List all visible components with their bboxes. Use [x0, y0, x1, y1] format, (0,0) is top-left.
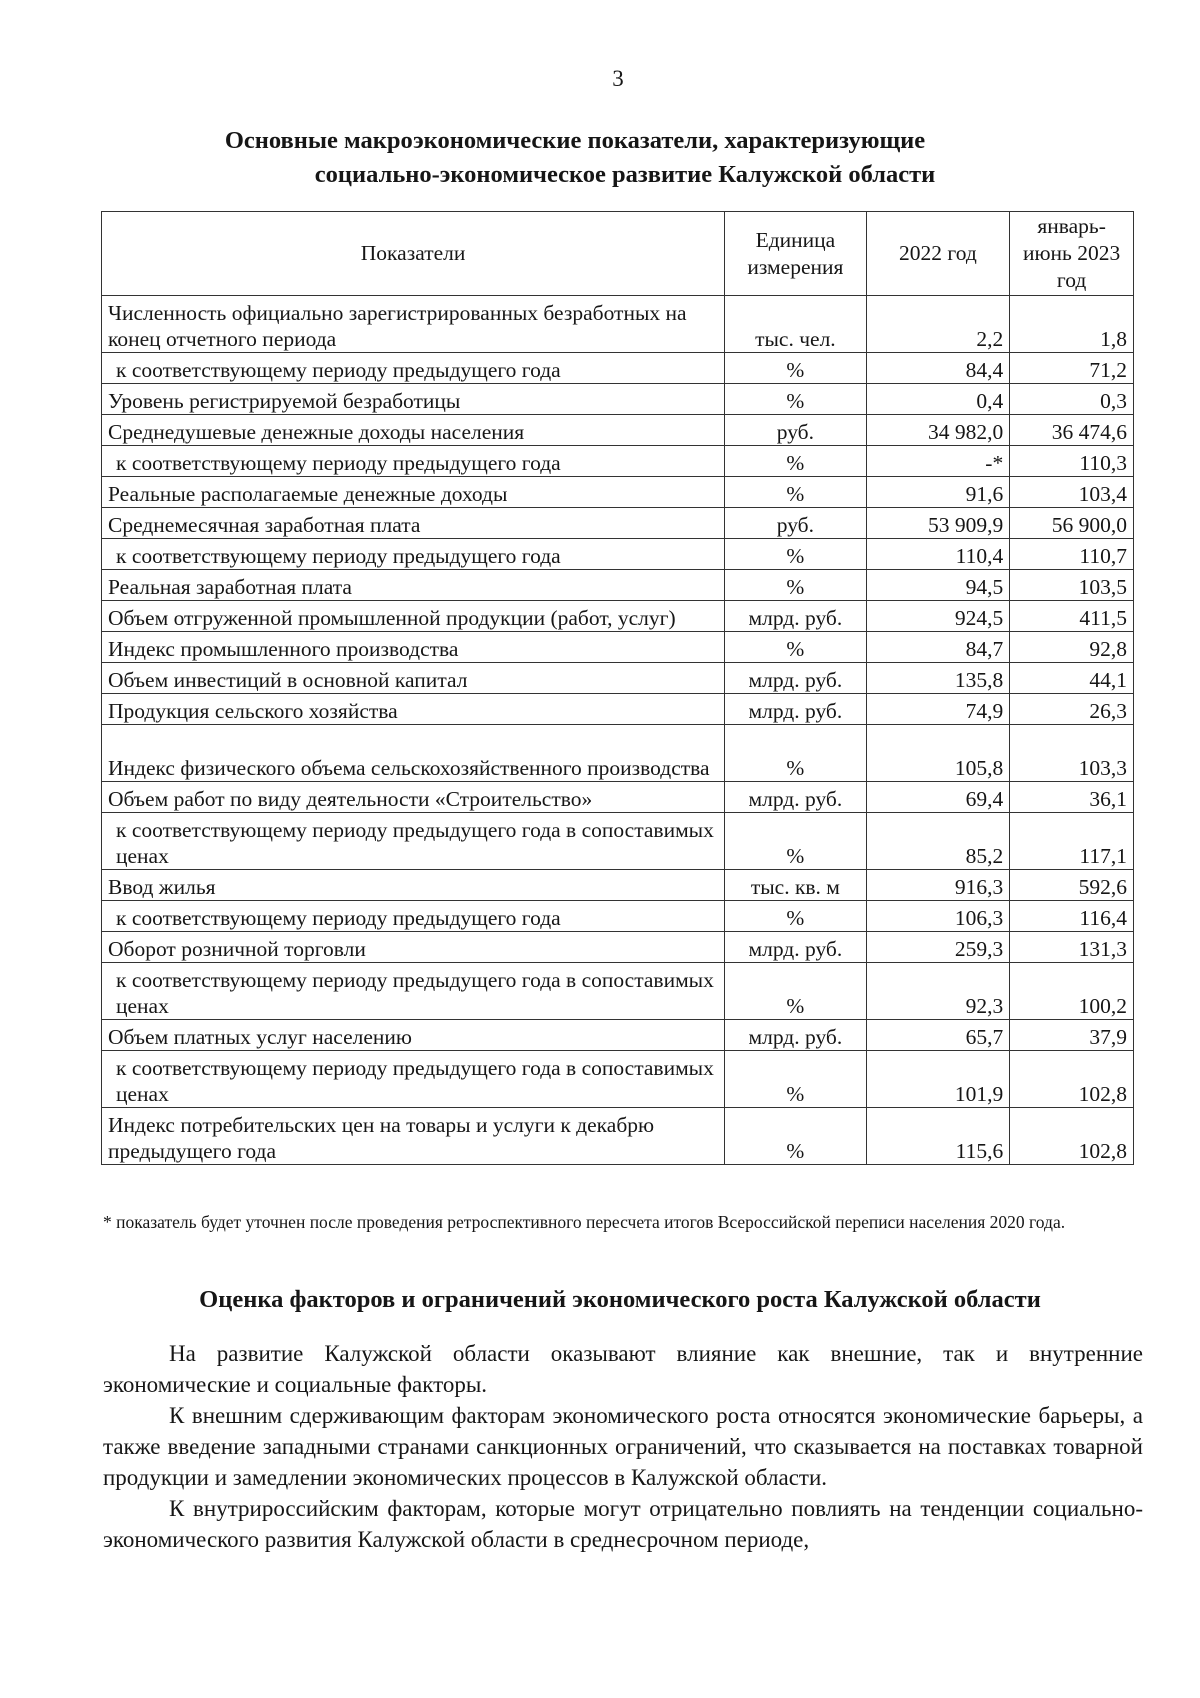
unit-cell: %	[725, 539, 866, 570]
value-2022-cell: -*	[866, 446, 1010, 477]
table-row	[102, 782, 1134, 813]
value-2022-cell: 74,9	[866, 694, 1010, 725]
value-2022-cell: 0,4	[866, 384, 1010, 415]
table-row	[102, 632, 1134, 663]
value-2023-cell: 71,2	[1010, 353, 1134, 384]
value-2023-cell: 117,1	[1010, 813, 1134, 870]
value-2023-cell: 103,4	[1010, 477, 1134, 508]
value-2022-cell: 53 909,9	[866, 508, 1010, 539]
unit-cell: %	[725, 963, 866, 1020]
value-2023-cell: 131,3	[1010, 932, 1134, 963]
value-2022-cell: 85,2	[866, 813, 1010, 870]
unit-cell: млрд. руб.	[725, 601, 866, 632]
table-row	[102, 932, 1134, 963]
indicator-cell: Объем работ по виду деятельности «Строительство»	[102, 782, 725, 813]
indicator-cell: Реальная заработная плата	[102, 570, 725, 601]
value-2023-cell: 0,3	[1010, 384, 1134, 415]
value-2022-cell: 92,3	[866, 963, 1010, 1020]
unit-cell: млрд. руб.	[725, 694, 866, 725]
indicator-cell: Индекс физического объема сельскохозяйственного производства	[102, 725, 725, 782]
value-2023-cell: 592,6	[1010, 870, 1134, 901]
indicator-cell: Индекс потребительских цен на товары и услуги к декабрю предыдущего года	[102, 1108, 725, 1165]
value-2022-cell: 91,6	[866, 477, 1010, 508]
value-2022-cell: 65,7	[866, 1020, 1010, 1051]
value-2023-cell: 103,5	[1010, 570, 1134, 601]
unit-cell: тыс. кв. м	[725, 870, 866, 901]
table-row	[102, 296, 1134, 353]
value-2023-cell: 411,5	[1010, 601, 1134, 632]
table-row	[102, 539, 1134, 570]
unit-cell: %	[725, 901, 866, 932]
indicator-cell: к соответствующему периоду предыдущего года в сопоставимых ценах	[102, 1051, 725, 1108]
table-row	[102, 446, 1134, 477]
unit-cell: тыс. чел.	[725, 296, 866, 353]
indicator-cell: Объем инвестиций в основной капитал	[102, 663, 725, 694]
page-number: 3	[612, 66, 624, 91]
unit-cell: %	[725, 570, 866, 601]
indicator-cell: к соответствующему периоду предыдущего года	[102, 901, 725, 932]
value-2022-cell: 105,8	[866, 725, 1010, 782]
unit-cell: %	[725, 1051, 866, 1108]
table-row	[102, 963, 1134, 1020]
table-row	[102, 870, 1134, 901]
value-2022-cell: 84,4	[866, 353, 1010, 384]
unit-cell: %	[725, 632, 866, 663]
table-row	[102, 384, 1134, 415]
indicator-cell: к соответствующему периоду предыдущего года в сопоставимых ценах	[102, 813, 725, 870]
unit-cell: млрд. руб.	[725, 782, 866, 813]
value-2023-cell: 1,8	[1010, 296, 1134, 353]
value-2022-cell: 259,3	[866, 932, 1010, 963]
value-2023-cell: 44,1	[1010, 663, 1134, 694]
value-2022-cell: 110,4	[866, 539, 1010, 570]
paragraph-1: На развитие Калужской области оказывают влияние как внешние, так и внутренние экономические и социальные факторы.	[103, 1341, 1143, 1397]
value-2022-cell: 2,2	[866, 296, 1010, 353]
table-header-row	[102, 212, 1134, 296]
indicator-cell: к соответствующему периоду предыдущего года	[102, 353, 725, 384]
unit-cell: руб.	[725, 508, 866, 539]
unit-cell: руб.	[725, 415, 866, 446]
indicator-cell: Объем платных услуг населению	[102, 1020, 725, 1051]
unit-cell: %	[725, 353, 866, 384]
table-row	[102, 901, 1134, 932]
unit-cell: %	[725, 813, 866, 870]
table-row	[102, 477, 1134, 508]
table-body	[102, 296, 1134, 1165]
value-2023-cell: 102,8	[1010, 1051, 1134, 1108]
table-row	[102, 1020, 1134, 1051]
table-row	[102, 601, 1134, 632]
value-2023-cell: 36 474,6	[1010, 415, 1134, 446]
value-2023-cell: 92,8	[1010, 632, 1134, 663]
header-indicator: Показатели	[102, 212, 725, 296]
indicator-cell: Продукция сельского хозяйства	[102, 694, 725, 725]
value-2023-cell: 110,3	[1010, 446, 1134, 477]
value-2023-cell: 36,1	[1010, 782, 1134, 813]
table-row	[102, 663, 1134, 694]
value-2022-cell: 69,4	[866, 782, 1010, 813]
footnote: * показатель будет уточнен после проведения ретроспективного пересчета итогов Всероссийской переписи населения 2020 года.	[103, 1212, 1066, 1232]
unit-cell: млрд. руб.	[725, 663, 866, 694]
section-title: Оценка факторов и ограничений экономического роста Калужской области	[199, 1286, 1041, 1313]
indicator-cell: Численность официально зарегистрированных безработных на конец отчетного периода	[102, 296, 725, 353]
unit-cell: млрд. руб.	[725, 1020, 866, 1051]
value-2022-cell: 101,9	[866, 1051, 1010, 1108]
unit-cell: %	[725, 477, 866, 508]
indicator-cell: Уровень регистрируемой безработицы	[102, 384, 725, 415]
value-2023-cell: 116,4	[1010, 901, 1134, 932]
indicator-cell: Оборот розничной торговли	[102, 932, 725, 963]
unit-cell: млрд. руб.	[725, 932, 866, 963]
table-row	[102, 694, 1134, 725]
table-row	[102, 508, 1134, 539]
indicator-cell: Индекс промышленного производства	[102, 632, 725, 663]
value-2022-cell: 916,3	[866, 870, 1010, 901]
table-title-line-2: социально-экономическое развитие Калужской области	[314, 161, 936, 188]
value-2022-cell: 34 982,0	[866, 415, 1010, 446]
value-2023-cell: 110,7	[1010, 539, 1134, 570]
indicator-cell: Среднедушевые денежные доходы населения	[102, 415, 725, 446]
value-2023-cell: 103,3	[1010, 725, 1134, 782]
value-2022-cell: 135,8	[866, 663, 1010, 694]
value-2022-cell: 115,6	[866, 1108, 1010, 1165]
value-2023-cell: 102,8	[1010, 1108, 1134, 1165]
table-row	[102, 725, 1134, 782]
paragraph-3: К внутрироссийским факторам, которые могут отрицательно повлиять на тенденции социально-экономического развития Калужской области в среднесрочном периоде,	[103, 1496, 1143, 1552]
value-2022-cell: 924,5	[866, 601, 1010, 632]
table-row	[102, 353, 1134, 384]
value-2023-cell: 56 900,0	[1010, 508, 1134, 539]
value-2023-cell: 37,9	[1010, 1020, 1134, 1051]
header-unit: Единица измерения	[725, 212, 866, 296]
value-2023-cell: 26,3	[1010, 694, 1134, 725]
indicator-cell: к соответствующему периоду предыдущего года	[102, 539, 725, 570]
header-2022: 2022 год	[866, 212, 1010, 296]
value-2023-cell: 100,2	[1010, 963, 1134, 1020]
table-row	[102, 1108, 1134, 1165]
unit-cell: %	[725, 725, 866, 782]
table-row	[102, 415, 1134, 446]
indicator-cell: Объем отгруженной промышленной продукции (работ, услуг)	[102, 601, 725, 632]
header-2023: январь-июнь 2023 год	[1010, 212, 1134, 296]
table-row	[102, 813, 1134, 870]
paragraph-2: К внешним сдерживающим факторам экономического роста относятся экономические барьеры, а также введение западными странами санкционных ограничений, что сказывается на поставках товарной продукции и замедлении экономических процессов в Калужской области.	[103, 1403, 1143, 1490]
table-title-line-1: Основные макроэкономические показатели, характеризующие	[224, 127, 926, 154]
indicator-cell: Ввод жилья	[102, 870, 725, 901]
indicator-cell: Среднемесячная заработная плата	[102, 508, 725, 539]
value-2022-cell: 94,5	[866, 570, 1010, 601]
unit-cell: %	[725, 384, 866, 415]
value-2022-cell: 106,3	[866, 901, 1010, 932]
unit-cell: %	[725, 1108, 866, 1165]
value-2022-cell: 84,7	[866, 632, 1010, 663]
table-row	[102, 1051, 1134, 1108]
indicator-cell: к соответствующему периоду предыдущего года в сопоставимых ценах	[102, 963, 725, 1020]
table-row	[102, 570, 1134, 601]
unit-cell: %	[725, 446, 866, 477]
indicator-cell: к соответствующему периоду предыдущего года	[102, 446, 725, 477]
indicators-table	[101, 211, 1134, 1165]
indicator-cell: Реальные располагаемые денежные доходы	[102, 477, 725, 508]
